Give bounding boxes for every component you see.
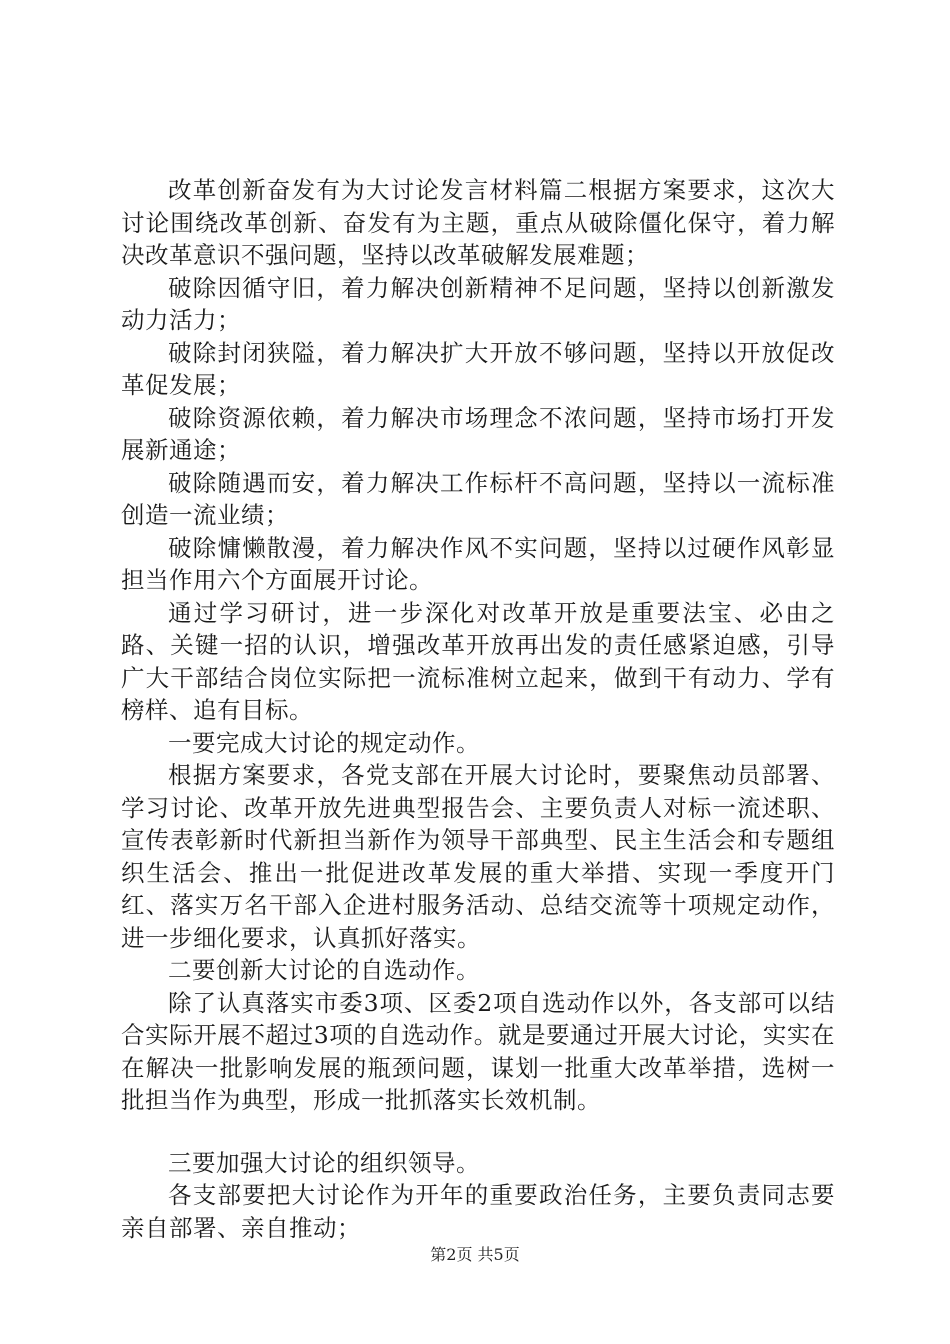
page-number-footer: 第2页 共5页 (430, 1245, 520, 1264)
section-heading-3: 三要加强大讨论的组织领导。 (168, 1148, 480, 1177)
paragraph-10: 各支部要把大讨论作为开年的重要政治任务，主要负责同志要亲自部署、亲自推动； (121, 1181, 835, 1242)
paragraph-9: 除了认真落实市委3项、区委2项自选动作以外，各支部可以结合实际开展不超过3项的自选动作。就是要通过开展大讨论，实实在在解决一批影响发展的瓶颈问题，谋划一批重大改革举措，选树一批担当作为典型，形成一批抓落实长效机制。 (121, 988, 835, 1114)
section-heading-1: 一要完成大讨论的规定动作。 (168, 728, 480, 757)
document-body (121, 174, 835, 1244)
paragraph-4: 破除资源依赖，着力解决市场理念不浓问题，坚持市场打开发展新通途； (121, 403, 835, 464)
paragraph-3: 破除封闭狭隘，着力解决扩大开放不够问题，坚持以开放促改革促发展； (121, 338, 835, 399)
paragraph-6: 破除慵懒散漫，着力解决作风不实问题，坚持以过硬作风彰显担当作用六个方面展开讨论。 (121, 533, 835, 594)
paragraph-1: 改革创新奋发有为大讨论发言材料篇二根据方案要求，这次大讨论围绕改革创新、奋发有为主题，重点从破除僵化保守，着力解决改革意识不强问题，坚持以改革破解发展难题； (121, 176, 835, 269)
paragraph-gap (121, 1117, 835, 1147)
paragraph-2: 破除因循守旧，着力解决创新精神不足问题，坚持以创新激发动力活力； (121, 273, 835, 334)
section-heading-2: 二要创新大讨论的自选动作。 (168, 956, 480, 984)
paragraph-7: 通过学习研讨，进一步深化对改革开放是重要法宝、必由之路、关键一招的认识，增强改革开放再出发的责任感紧迫感，引导广大干部结合岗位实际把一流标准树立起来，做到干有动力、学有榜样、追有目标。 (121, 598, 835, 724)
paragraph-5: 破除随遇而安，着力解决工作标杆不高问题，坚持以一流标准创造一流业绩； (121, 468, 835, 529)
paragraph-8: 根据方案要求，各党支部在开展大讨论时，要聚焦动员部署、学习讨论、改革开放先进典型报告会、主要负责人对标一流述职、宣传表彰新时代新担当新作为领导干部典型、民主生活会和专题组织生活会、推出一批促进改革发展的重大举措、实现一季度开门红、落实万名干部入企进村服务活动、总结交流等十项规定动作，进一步细化要求，认真抓好落实。 (121, 761, 835, 952)
